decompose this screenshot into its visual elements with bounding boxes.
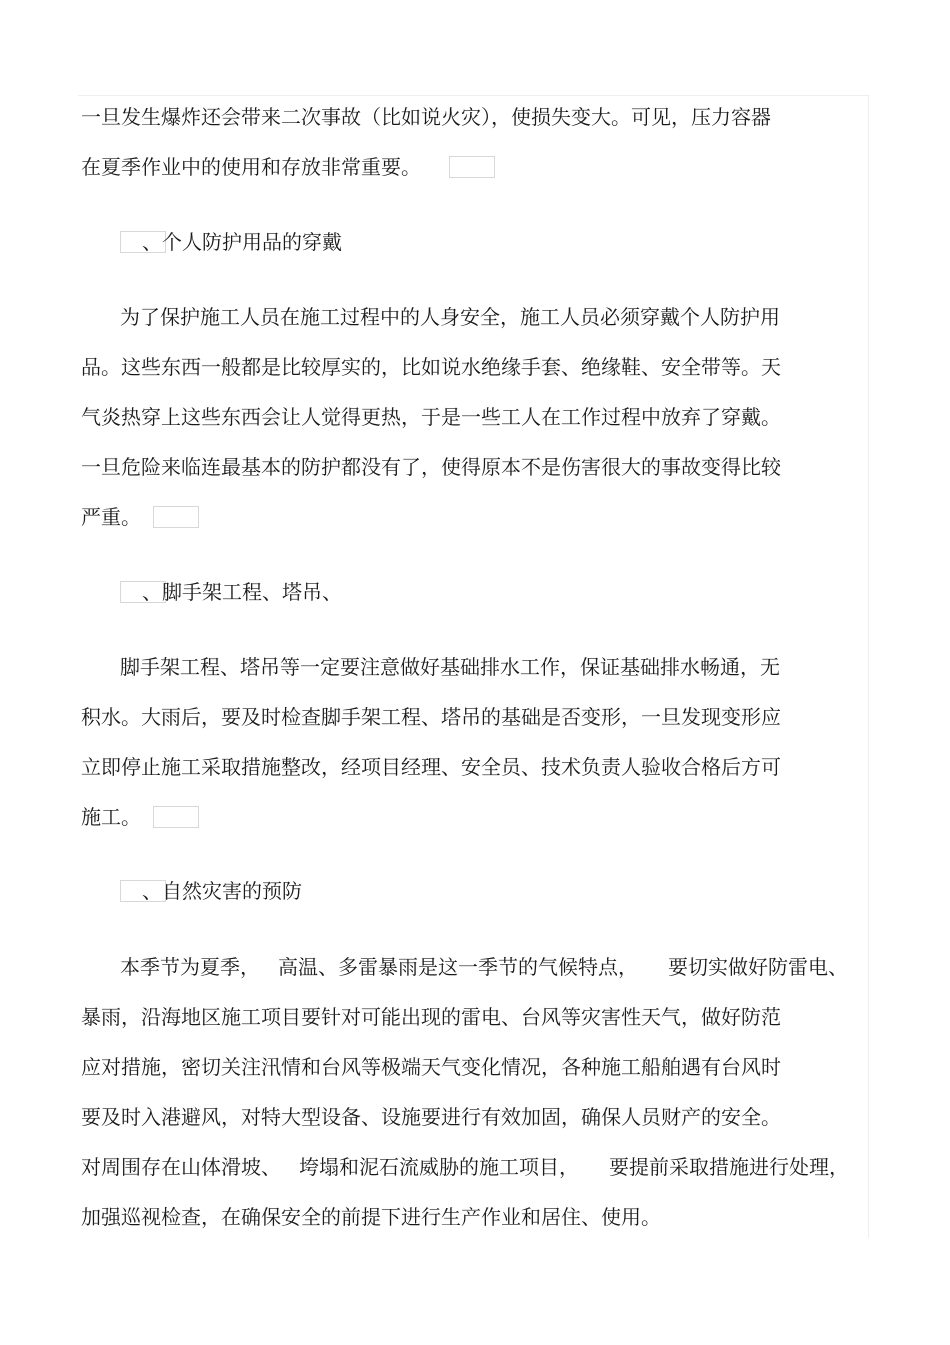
paragraph-3-line-2: 积水。大雨后，要及时检查脚手架工程、塔吊的基础是否变形，一旦发现变形应 — [81, 705, 781, 729]
paragraph-2-line-3: 气炎热穿上这些东西会让人觉得更热，于是一些工人在工作过程中放弃了穿戴。 — [81, 405, 781, 429]
paragraph-3-line-1: 脚手架工程、塔吊等一定要注意做好基础排水工作，保证基础排水畅通，无 — [120, 655, 780, 679]
paragraph-1-line-1: 一旦发生爆炸还会带来二次事故（比如说火灾），使损失变大。可见，压力容器 — [81, 105, 771, 129]
paragraph-2-line-2: 品。这些东西一般都是比较厚实的，比如说水绝缘手套、绝缘鞋、安全带等。天 — [81, 355, 781, 379]
empty-placeholder-box — [449, 156, 495, 178]
paragraph-4-line-5-part-2: 垮塌和泥石流威胁的施工项目， — [299, 1155, 579, 1179]
paragraph-4-line-3: 应对措施，密切关注汛情和台风等极端天气变化情况，各种施工船舶遇有台风时 — [81, 1055, 781, 1079]
paragraph-2-line-1: 为了保护施工人员在施工过程中的人身安全，施工人员必须穿戴个人防护用 — [120, 305, 780, 329]
section-heading-3 — [120, 878, 420, 904]
paragraph-4-line-1 — [120, 954, 848, 980]
paragraph-2-line-5 — [81, 504, 199, 530]
paragraph-4-line-1-part-1: 本季节为夏季， — [120, 955, 260, 979]
paragraph-1-line-2-text: 在夏季作业中的使用和存放非常重要。 — [81, 155, 421, 179]
paragraph-4-line-1-part-3: 要切实做好防雷电、 — [668, 955, 848, 979]
paragraph-2-line-5-text: 严重。 — [81, 505, 141, 529]
section-heading-1-text: 、个人防护用品的穿戴 — [142, 230, 342, 254]
paragraph-3-line-4-text: 施工。 — [81, 805, 141, 829]
paragraph-4-line-6: 加强巡视检查，在确保安全的前提下进行生产作业和居住、使用。 — [81, 1205, 661, 1229]
section-heading-2 — [120, 579, 420, 605]
paragraph-2-line-4: 一旦危险来临连最基本的防护都没有了，使得原本不是伤害很大的事故变得比较 — [81, 455, 781, 479]
section-heading-1 — [120, 229, 420, 255]
paragraph-3-line-4 — [81, 804, 199, 830]
paragraph-4-line-2: 暴雨，沿海地区施工项目要针对可能出现的雷电、台风等灾害性天气，做好防范 — [81, 1005, 781, 1029]
paragraph-1-line-2 — [81, 154, 495, 180]
paragraph-4-line-5-part-3: 要提前采取措施进行处理， — [609, 1155, 849, 1179]
paragraph-4-line-5 — [81, 1154, 849, 1180]
section-heading-2-text: 、脚手架工程、塔吊、 — [142, 580, 342, 604]
paragraph-4-line-5-part-1: 对周围存在山体滑坡、 — [81, 1155, 281, 1179]
paragraph-3-line-3: 立即停止施工采取措施整改，经项目经理、安全员、技术负责人验收合格后方可 — [81, 755, 781, 779]
section-heading-3-text: 、自然灾害的预防 — [142, 879, 302, 903]
empty-placeholder-box — [153, 506, 199, 528]
paragraph-4-line-1-part-2: 高温、多雷暴雨是这一季节的气候特点， — [278, 955, 638, 979]
empty-placeholder-box — [153, 806, 199, 828]
paragraph-4-line-4: 要及时入港避风，对特大型设备、设施要进行有效加固，确保人员财产的安全。 — [81, 1105, 781, 1129]
